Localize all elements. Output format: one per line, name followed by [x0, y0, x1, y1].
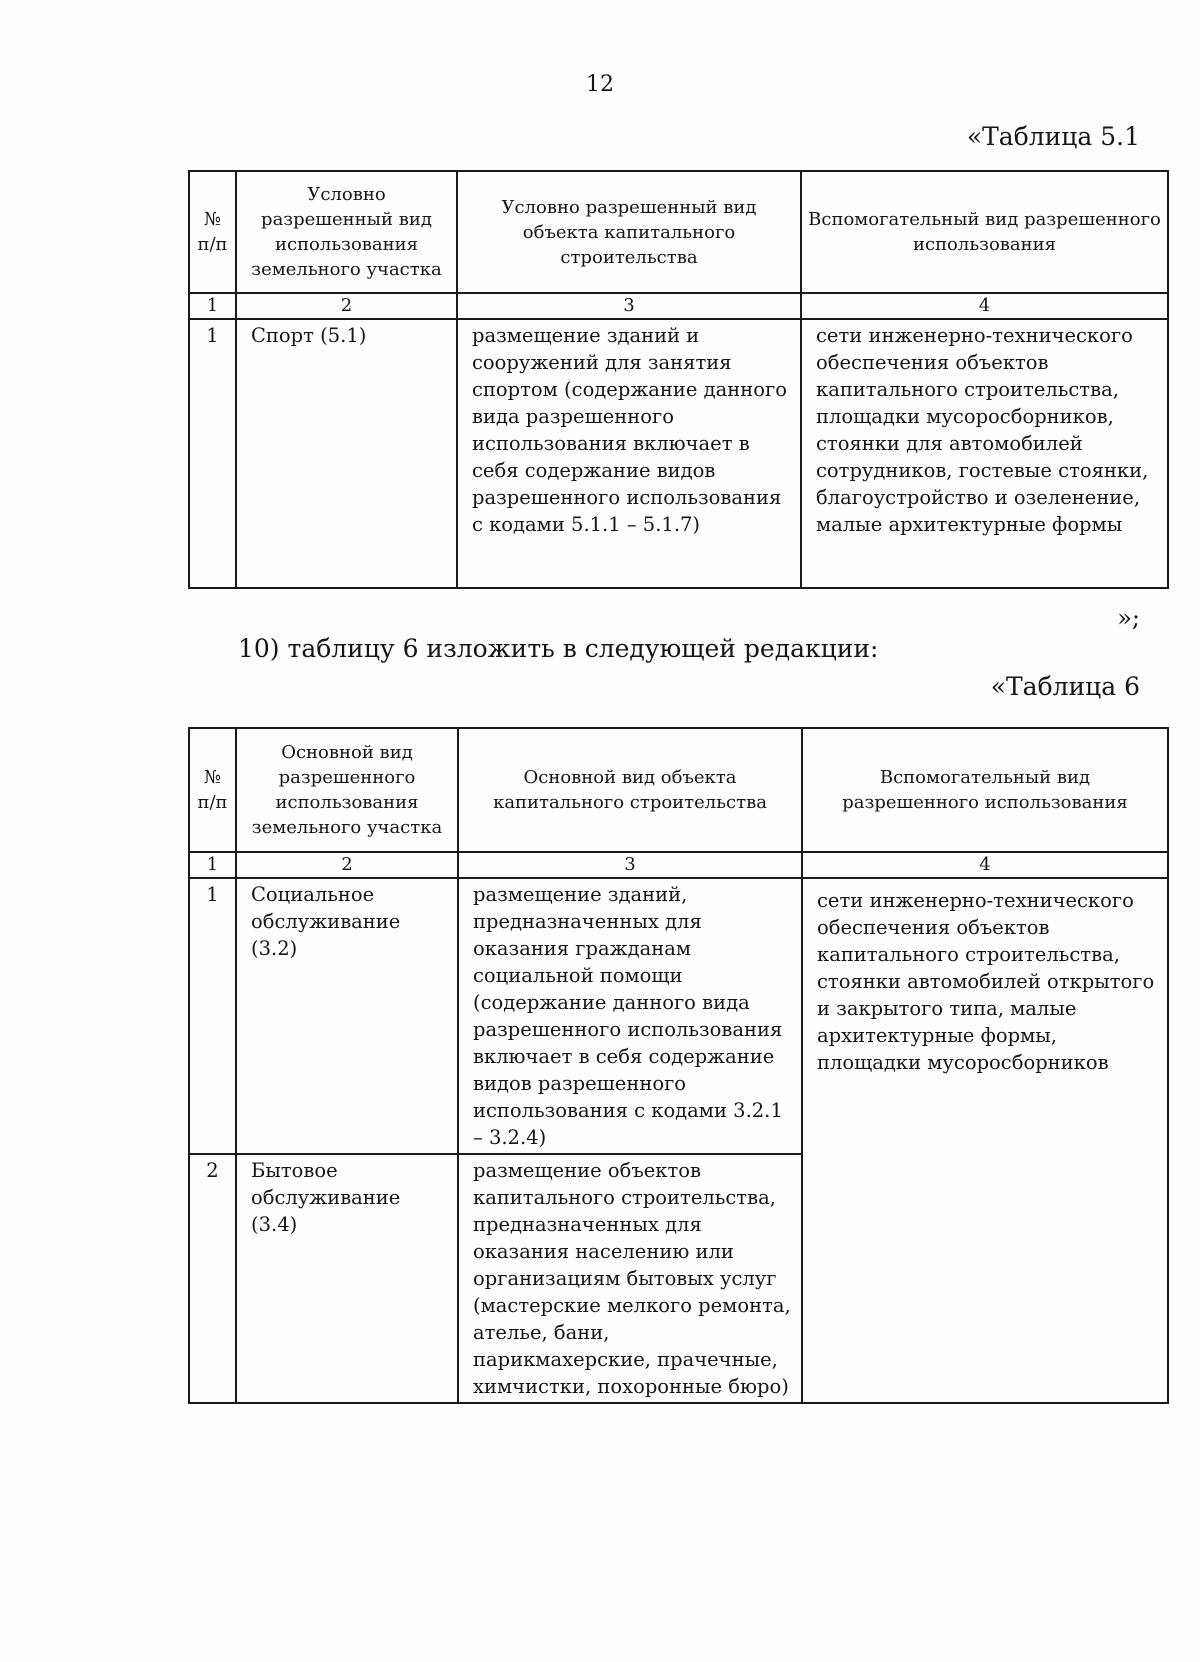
closing-quote: »;: [1117, 604, 1140, 632]
page-number: 12: [586, 72, 614, 97]
table-caption: «Таблица 5.1: [966, 122, 1140, 151]
column-number: 1: [189, 293, 236, 319]
header-cell: Вспомогательный вид разрешенного использования: [801, 171, 1168, 293]
row-number: 2: [189, 1154, 236, 1403]
header-cell: № п/п: [189, 728, 236, 852]
table-6: [188, 727, 1169, 1404]
header-cell: Основной вид объекта капитального строительства: [458, 728, 802, 852]
table-caption: «Таблица 6: [990, 672, 1140, 701]
table-row: [189, 319, 1168, 588]
auxiliary-cell: сети инженерно-технического обеспечения объектов капитального строительства, стоянки автомобилей открытого и закрытого типа, малые архитектурные формы, площадки мусоросборников: [802, 878, 1168, 1403]
row-number: 1: [189, 319, 236, 588]
land-use-cell: Бытовое обслуживание (3.4): [236, 1154, 458, 1403]
column-number-row: [189, 293, 1168, 319]
column-number: 1: [189, 852, 236, 878]
header-cell: Основной вид разрешенного использования земельного участка: [236, 728, 458, 852]
column-number: 4: [802, 852, 1168, 878]
table-row: [189, 878, 1168, 1154]
column-number-row: [189, 852, 1168, 878]
row-number: 1: [189, 878, 236, 1154]
table-header-row: [189, 171, 1168, 293]
header-cell: Условно разрешенный вид объекта капитального строительства: [457, 171, 801, 293]
column-number: 2: [236, 852, 458, 878]
table-5-1: [188, 170, 1169, 589]
column-number: 4: [801, 293, 1168, 319]
header-cell: Условно разрешенный вид использования земельного участка: [236, 171, 457, 293]
object-cell: размещение зданий, предназначенных для оказания гражданам социальной помощи (содержание данного вида разрешенного использования включает в себя содержание видов разрешенного использования с кодами 3.2.1 – 3.2.4): [458, 878, 802, 1154]
land-use-cell: Спорт (5.1): [236, 319, 457, 588]
header-cell: № п/п: [189, 171, 236, 293]
table-header-row: [189, 728, 1168, 852]
object-cell: размещение зданий и сооружений для занятия спортом (содержание данного вида разрешенного использования включает в себя содержание видов разрешенного использования с кодами 5.1.1 – 5.1.7): [457, 319, 801, 588]
column-number: 3: [458, 852, 802, 878]
object-cell: размещение объектов капитального строительства, предназначенных для оказания населению или организациям бытовых услуг (мастерские мелкого ремонта, ателье, бани, парикмахерские, прачечные, химчистки, похоронные бюро): [458, 1154, 802, 1403]
column-number: 2: [236, 293, 457, 319]
column-number: 3: [457, 293, 801, 319]
land-use-cell: Социальное обслуживание (3.2): [236, 878, 458, 1154]
instruction-paragraph: 10) таблицу 6 изложить в следующей редакции:: [238, 634, 879, 663]
header-cell: Вспомогательный вид разрешенного использования: [802, 728, 1168, 852]
auxiliary-cell: сети инженерно-технического обеспечения объектов капитального строительства, площадки мусоросборников, стоянки для автомобилей сотрудников, гостевые стоянки, благоустройство и озеленение, малые архитектурные формы: [801, 319, 1168, 588]
